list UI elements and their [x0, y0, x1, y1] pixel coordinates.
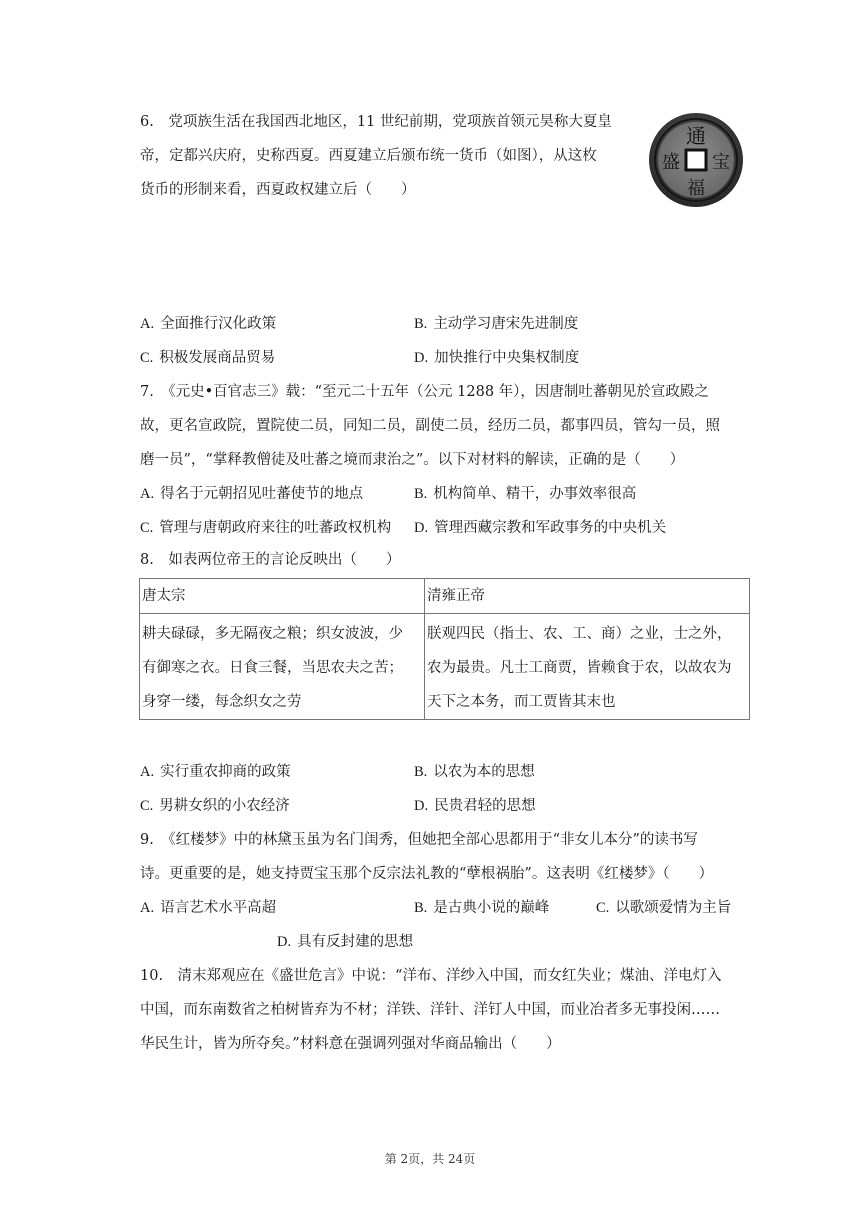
- q6-option-c[interactable]: C. 积极发展商品贸易: [140, 350, 276, 366]
- q7-option-a[interactable]: A. 得名于元朝招见吐蕃使节的地点: [140, 486, 364, 502]
- q6-stem-line-2: 帝，定都兴庆府，史称西夏。西夏建立后颁布统一货币（如图），从这枚: [140, 148, 597, 164]
- q9-option-c[interactable]: C. 以歌颂爱情为主旨: [596, 900, 732, 916]
- q9-option-b[interactable]: B. 是古典小说的巅峰: [414, 900, 550, 916]
- q7-stem-line-3: 磨一员”，“掌释教僧徒及吐蕃之境而隶治之”。以下对材料的解读，正确的是（ ）: [140, 452, 685, 468]
- q6-option-a[interactable]: A. 全面推行汉化政策: [140, 316, 277, 332]
- table-cell-tang-taizong-quote: 耕夫碌碌，多无隔夜之粮；织女波波，少 有御寒之衣。日食三餐，当思农夫之苦； 身穿一缕，每念织女之劳: [140, 614, 425, 720]
- q9-option-a[interactable]: A. 语言艺术水平高超: [140, 900, 277, 916]
- q7-stem-line-2: 故，更名宣政院，置院使二员，同知二员，副使二员，经历二员，都事四员，管勾一员，照: [140, 418, 720, 434]
- q10-stem-line-1: 10. 清末郑观应在《盛世危言》中说：“洋布、洋纱入中国，而女红失业；煤油、洋电灯入: [140, 968, 722, 984]
- q8-comparison-table: [139, 578, 750, 720]
- q6-option-b[interactable]: B. 主动学习唐宋先进制度: [414, 316, 579, 332]
- coin-char-right: 宝: [712, 152, 730, 173]
- table-cell-yongzheng-quote: 朕观四民（指士、农、工、商）之业，士之外， 农为最贵。凡士工商贾，皆赖食于农，以故农为 天下之本务，而工贾皆其末也: [425, 614, 750, 720]
- q9-stem-line-1: 9. 《红楼梦》中的林黛玉虽为名门闺秀，但她把全部心思都用于“非女儿本分”的读书写: [140, 832, 698, 848]
- q8-option-a[interactable]: A. 实行重农抑商的政策: [140, 764, 291, 780]
- q7-option-c[interactable]: C. 管理与唐朝政府来往的吐蕃政权机构: [140, 520, 392, 536]
- page-footer: 第 2页，共 24页: [384, 1152, 476, 1166]
- q10-stem-line-2: 中国，而东南数省之柏树皆弃为不材；洋铁、洋针、洋钉人中国，而业冶者多无事投闲……: [140, 1002, 720, 1018]
- q6-stem-line-3: 货币的形制来看，西夏政权建立后（ ）: [140, 182, 416, 198]
- q10-stem-line-3: 华民生计，皆为所夺矣。”材料意在强调列强对华商品输出（ ）: [140, 1036, 561, 1052]
- coin-char-left: 盛: [662, 152, 680, 173]
- q7-stem-line-1: 7. 《元史•百官志三》载：“至元二十五年（公元 1288 年），因唐制吐蕃朝见於宣政殿之: [140, 384, 709, 400]
- table-header-yongzheng: 清雍正帝: [425, 579, 750, 614]
- q8-option-d[interactable]: D. 民贵君轻的思想: [414, 798, 536, 814]
- q8-stem: 8. 如表两位帝王的言论反映出（ ）: [140, 552, 401, 568]
- q7-option-d[interactable]: D. 管理西藏宗教和军政事务的中央机关: [414, 520, 667, 536]
- coin-char-bottom: 福: [687, 178, 705, 199]
- q8-option-b[interactable]: B. 以农为本的思想: [414, 764, 535, 780]
- q8-option-c[interactable]: C. 男耕女织的小农经济: [140, 798, 290, 814]
- q9-stem-line-2: 诗。更重要的是，她支持贾宝玉那个反宗法礼教的“孽根祸胎”。这表明《红楼梦》（ ）: [140, 866, 714, 882]
- q6-stem-line-1: 6. 党项族生活在我国西北地区，11 世纪前期，党项族首领元昊称大夏皇: [140, 114, 612, 130]
- q7-option-b[interactable]: B. 机构简单、精干，办事效率很高: [414, 486, 637, 502]
- table-header-tang-taizong: 唐太宗: [140, 579, 425, 614]
- q6-option-d[interactable]: D. 加快推行中央集权制度: [414, 350, 580, 366]
- xixia-coin-image: [648, 112, 744, 208]
- coin-char-top: 通: [686, 124, 706, 148]
- q9-option-d[interactable]: D. 具有反封建的思想: [277, 934, 414, 950]
